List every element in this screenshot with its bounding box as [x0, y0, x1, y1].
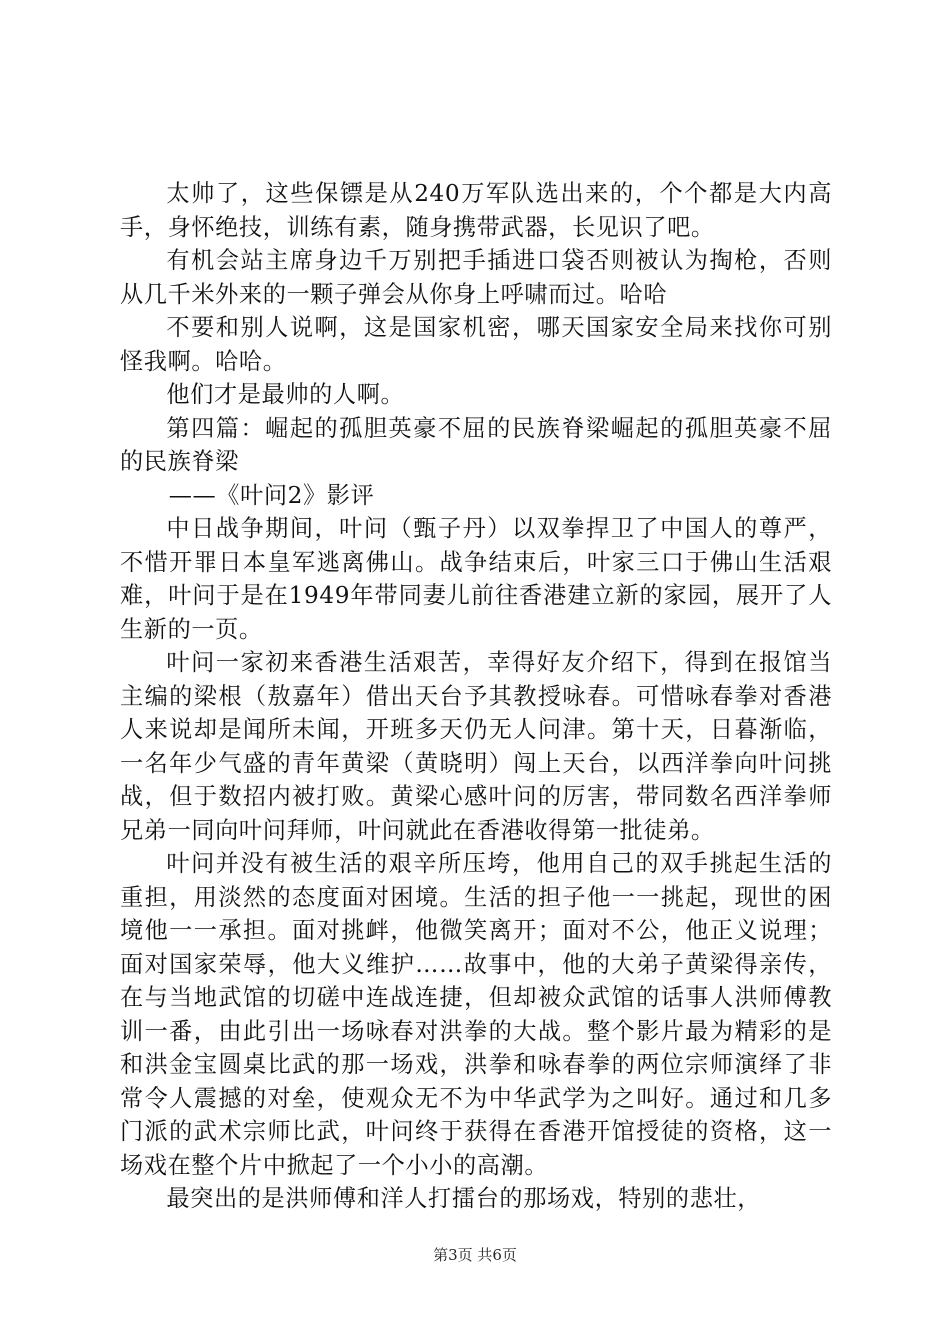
paragraph: 最突出的是洪师傅和洋人打擂台的那场戏，特别的悲壮，: [166, 1185, 762, 1212]
paragraph: 中日战争期间，叶问（甄子丹）以双拳捍卫了中国人的尊严，不惜开罪日本皇军逃离佛山。战争结束后，叶家三口于佛山生活艰难，叶问于是在1949年带同妻儿前往香港建立新的家园，展开了人生新的一页。: [120, 515, 832, 643]
document-body: [120, 177, 832, 1216]
paragraph: 不要和别人说啊，这是国家机密，哪天国家安全局来找你可别怪我啊。哈哈。: [120, 314, 832, 375]
paragraph: 有机会站主席身边千万别把手插进口袋否则被认为掏枪，否则从几千米外来的一颗子弹会从你身上呼啸而过。哈哈: [120, 247, 832, 308]
paragraph: 太帅了，这些保镖是从240万军队选出来的，个个都是大内高手，身怀绝技，训练有素，随身携带武器，长见识了吧。: [120, 180, 832, 241]
paragraph: 他们才是最帅的人啊。: [166, 381, 405, 408]
section-heading: 第四篇：崛起的孤胆英豪不屈的民族脊梁崛起的孤胆英豪不屈的民族脊梁: [120, 414, 832, 475]
paragraph: 叶问并没有被生活的艰辛所压垮，他用自己的双手挑起生活的重担，用淡然的态度面对困境。生活的担子他一一挑起，现世的困境他一一承担。面对挑衅，他微笑离开；面对不公，他正义说理；面对国家荣辱，他大义维护……故事中，他的大弟子黄梁得亲传，在与当地武馆的切磋中连战连捷，但却被众武馆的话事人洪师傅教训一番，由此引出一场咏春对洪拳的大战。整个影片最为精彩的是和洪金宝圆桌比武的那一场戏，洪拳和咏春拳的两位宗师演绎了非常令人震撼的对垒，使观众无不为中华武学为之叫好。通过和几多门派的武术宗师比武，叶问终于获得在香港开馆授徒的资格，这一场戏在整个片中掀起了一个小小的高潮。: [120, 850, 832, 1179]
paragraph: 叶问一家初来香港生活艰苦，幸得好友介绍下，得到在报馆当主编的梁根（敖嘉年）借出天台予其教授咏春。可惜咏春拳对香港人来说却是闻所未闻，开班多天仍无人问津。第十天，日暮渐临，一名年少气盛的青年黄梁（黄晓明）闯上天台，以西洋拳向叶问挑战，但于数招内被打败。黄梁心感叶问的厉害，带同数名西洋拳师兄弟一同向叶问拜师，叶问就此在香港收得第一批徒弟。: [120, 649, 832, 844]
review-subtitle: ——《叶问2》影评: [168, 481, 375, 509]
page-footer: 第3页 共6页: [433, 1246, 517, 1264]
